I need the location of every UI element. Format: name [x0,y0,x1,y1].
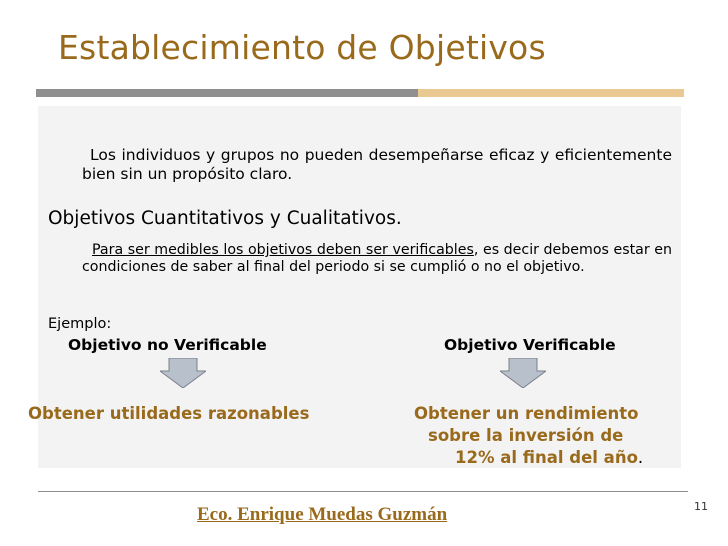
title-underline-gray [36,89,418,97]
verifiable-example-period: . [637,448,644,467]
verifiable-label: Objetivo Verificable [444,336,616,354]
page-number: 11 [694,500,708,513]
non-verifiable-label: Objetivo no Verificable [68,336,267,354]
title-underline-orange [418,89,684,97]
footer-author: Eco. Enrique Muedas Guzmán [197,504,448,525]
down-arrow-icon [160,358,206,388]
verifiable-example-line3 [455,448,643,467]
objectives-heading: Objetivos Cuantitativos y Cualitativos. [48,208,402,229]
paragraph-purpose: Los individuos y grupos no pueden desempeñarse eficaz y eficientemente bien sin un propósito claro. [82,146,672,183]
paragraph-rest: , es decir debemos estar en condiciones de saber al final del periodo si se cumplió o no el objetivo. [82,242,672,275]
down-arrow-icon [500,358,546,388]
footer-divider [38,491,688,492]
non-verifiable-example: Obtener utilidades razonables [28,404,310,423]
verifiable-example-line3-text: 12% al final del año [455,448,638,467]
verifiable-example-line2: sobre la inversión de [428,426,624,445]
verifiable-example-line1: Obtener un rendimiento [414,404,639,423]
underlined-phrase: Para ser medibles los objetivos deben ser verificables [92,242,474,258]
example-label: Ejemplo: [48,316,112,332]
slide-title: Establecimiento de Objetivos [58,28,546,67]
paragraph-verifiable [82,242,672,276]
